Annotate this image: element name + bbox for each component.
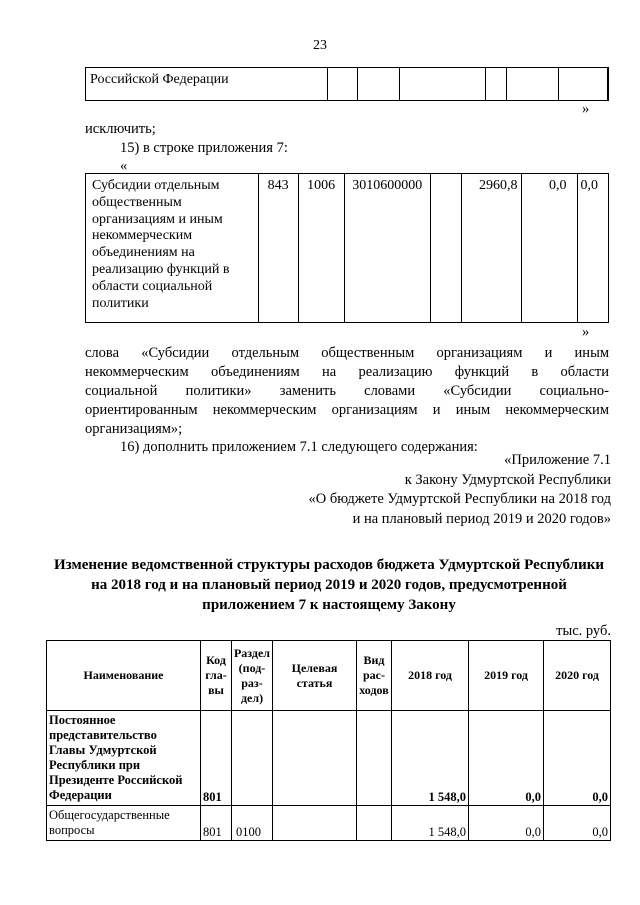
table-header-row — [47, 641, 611, 711]
table-cell-name: Субсидии отдельным общественным организациям и иным некоммерческим объединениям на реализацию функций в области социальной политики — [86, 174, 259, 323]
row-2018: 1 548,0 — [392, 711, 469, 806]
table-cell-2019: 0,0 — [521, 174, 577, 323]
row-2018: 1 548,0 — [392, 806, 469, 841]
row-razdel: 0100 — [232, 806, 273, 841]
table-departmental-structure — [46, 640, 611, 841]
open-quote: « — [120, 158, 128, 174]
appendix-heading: «Приложение 7.1 к Закону Удмуртской Республики «О бюджете Удмуртской Республики на 2018 год и на плановый период 2019 и 2020 годов» — [308, 452, 611, 527]
row-2019: 0,0 — [469, 711, 544, 806]
table-cell-name: Российской Федерации — [86, 68, 328, 101]
table-row — [47, 711, 611, 806]
table-cell-razdel: 1006 — [298, 174, 344, 323]
row-csr — [273, 806, 357, 841]
close-quote: » — [582, 101, 590, 117]
table-fragment-top — [85, 67, 609, 101]
table-cell-ved: 843 — [258, 174, 298, 323]
page-number: 23 — [313, 38, 327, 53]
row-vr — [357, 711, 392, 806]
header-2019: 2019 год — [469, 641, 544, 711]
header-name: Наименование — [47, 641, 201, 711]
units-label: тыс. руб. — [556, 623, 611, 639]
table-cell-2018: 2960,8 — [461, 174, 521, 323]
table-cell-2020: 0,0 — [577, 174, 609, 323]
table-row — [47, 806, 611, 841]
row-2020: 0,0 — [544, 806, 611, 841]
row-name: Общегосударственные вопросы — [47, 806, 201, 841]
row-2020: 0,0 — [544, 711, 611, 806]
header-2018: 2018 год — [392, 641, 469, 711]
paragraph-replace: слова «Субсидии отдельным общественным организациям и иным некоммерческим объединениям на реализацию функций в области социальной политики» заменить словами «Субсидии социально- ориентированным некоммерческим организациям и иным некоммерческим организациям»; — [85, 345, 609, 437]
row-razdel — [232, 711, 273, 806]
header-csr: Целевая статья — [273, 641, 357, 711]
header-vr: Вид рас- ходов — [357, 641, 392, 711]
paragraph-exclude: исключить; — [85, 121, 156, 137]
document-title: Изменение ведомственной структуры расходов бюджета Удмуртской Республики на 2018 год и на плановый период 2019 и 2020 годов, предусмотренной приложением 7 к настоящему Закону — [54, 557, 604, 613]
paragraph-item-16: 16) дополнить приложением 7.1 следующего содержания: — [120, 439, 478, 455]
header-razdel: Раздел (под- раз- дел) — [232, 641, 273, 711]
paragraph-item-15: 15) в строке приложения 7: — [120, 140, 288, 156]
row-kod: 801 — [201, 711, 232, 806]
header-2020: 2020 год — [544, 641, 611, 711]
row-name: Постоянное представительство Главы Удмуртской Республики при Президенте Российской Федерации — [47, 711, 201, 806]
row-kod: 801 — [201, 806, 232, 841]
table-subsidies-row — [85, 173, 609, 323]
table-cell-csr: 3010600000 — [344, 174, 430, 323]
row-2019: 0,0 — [469, 806, 544, 841]
row-csr — [273, 711, 357, 806]
close-quote: » — [582, 324, 590, 340]
table-cell-vr — [430, 174, 461, 323]
row-vr — [357, 806, 392, 841]
header-kod: Код гла- вы — [201, 641, 232, 711]
